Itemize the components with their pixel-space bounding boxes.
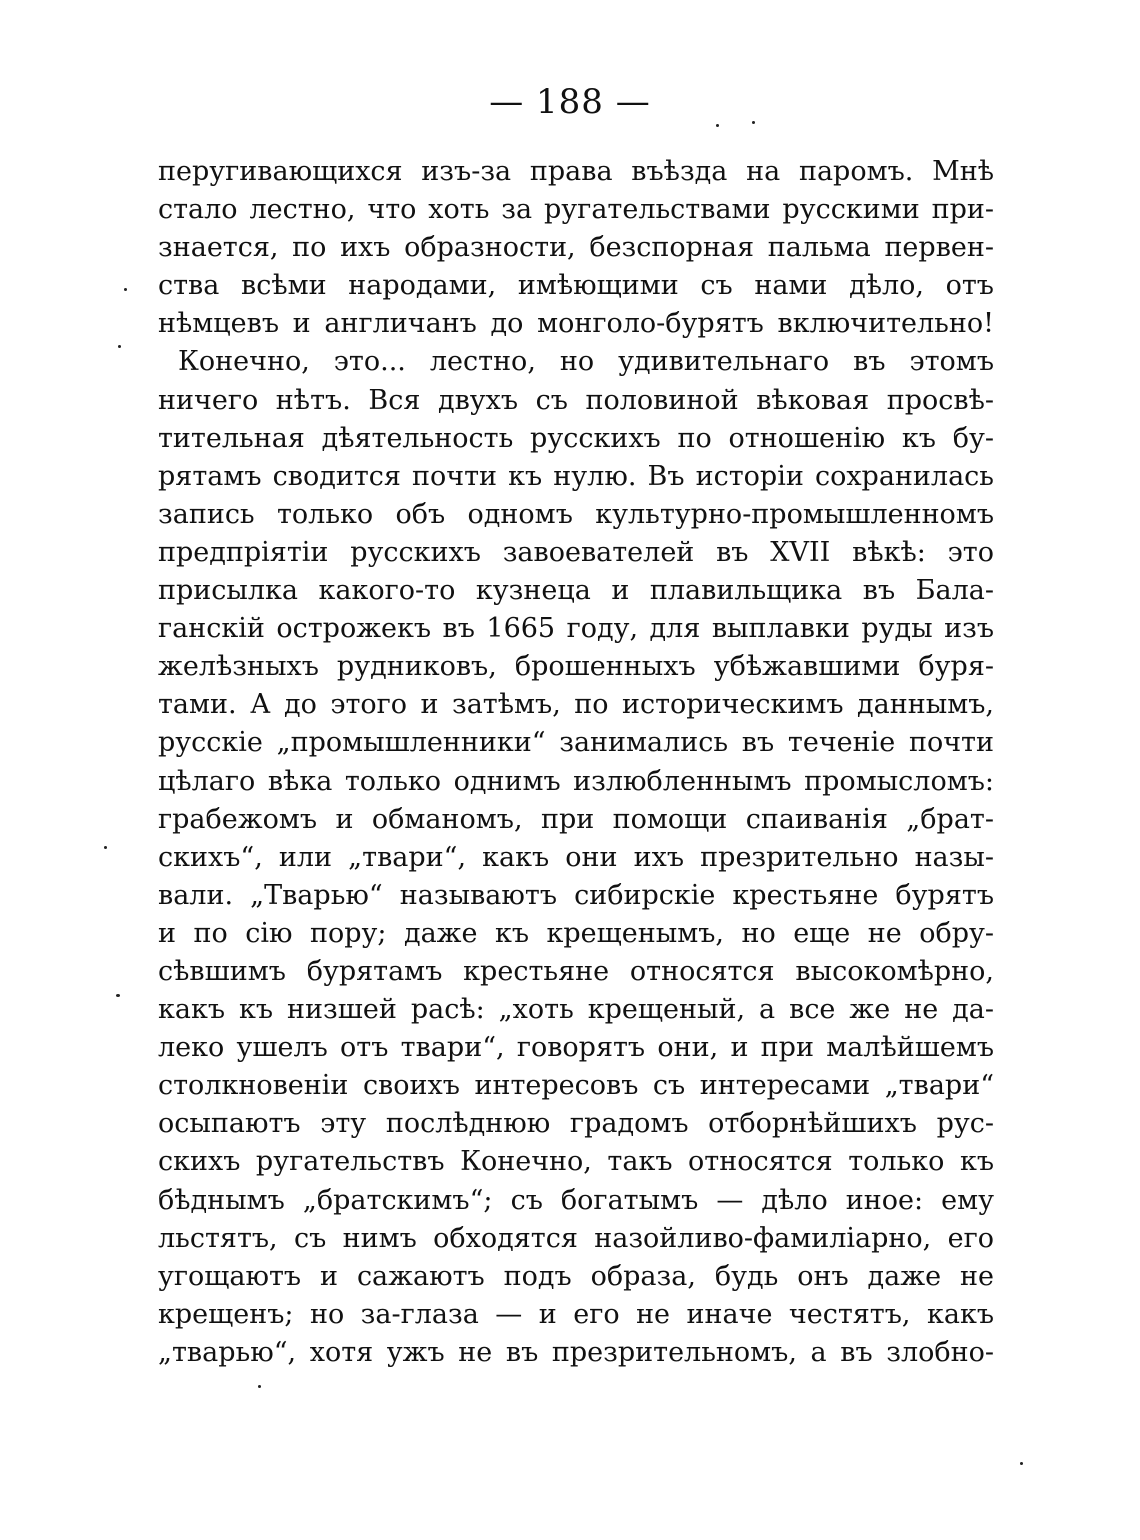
text-line: угощаютъ и сажаютъ подъ образа, будь онъ даже не — [158, 1260, 994, 1292]
text-line: грабежомъ и обманомъ, при помощи спаиванія „брат- — [158, 803, 994, 835]
text-line: тительная дѣятельность русскихъ по отношенію къ бу- — [158, 422, 994, 454]
scan-speck — [752, 121, 755, 124]
text-line: какъ къ низшей расѣ: „хоть крещеный, а все же не да- — [158, 994, 994, 1026]
text-line: крещенъ; но за-глаза — и его не иначе честятъ, какъ — [158, 1298, 994, 1330]
text-line: предпріятіи русскихъ завоевателей въ XVII вѣкѣ: это — [158, 536, 994, 568]
text-line: русскіе „промышленники“ занимались въ теченіе почти — [158, 727, 994, 759]
text-line — [158, 153, 994, 191]
text-line: сѣвшимъ бурятамъ крестьяне относятся высокомѣрно, — [158, 955, 994, 987]
text-line: ничего нѣтъ. Вся двухъ съ половиной вѣковая просвѣ- — [158, 384, 994, 416]
text-line: запись только объ одномъ культурно-промышленномъ — [158, 498, 994, 530]
scan-speck — [118, 345, 121, 348]
scan-speck — [1020, 1462, 1023, 1465]
text-line: тами. А до этого и затѣмъ, по историческимъ даннымъ, — [158, 689, 994, 721]
text-line: скихъ“, или „твари“, какъ они ихъ презрительно назы- — [158, 841, 994, 873]
text-line: ганскій острожекъ въ 1665 году, для выплавки руды изъ — [158, 613, 994, 645]
text-line: цѣлаго вѣка только однимъ излюбленнымъ промысломъ: — [158, 765, 994, 797]
text-line: леко ушелъ отъ твари“, говорятъ они, и при малѣйшемъ — [158, 1032, 994, 1064]
scan-speck — [104, 846, 107, 849]
page-number: — 188 — — [489, 82, 651, 122]
scan-speck — [716, 124, 719, 127]
text-line: знается, по ихъ образности, безспорная пальма первен- — [158, 232, 994, 264]
text-line: желѣзныхъ рудниковъ, брошенныхъ убѣжавшими буря- — [158, 651, 994, 683]
body-text — [158, 153, 994, 1372]
text-line: нѣмцевъ и англичанъ до монголо-бурятъ включительно! — [158, 308, 994, 340]
text-line: скихъ ругательствъ Конечно, такъ относятся только къ — [158, 1146, 994, 1178]
text-line: льстятъ, съ нимъ обходятся назойливо-фамиліарно, его — [158, 1222, 994, 1254]
text-line: ства всѣми народами, имѣющими съ нами дѣло, отъ — [158, 270, 994, 302]
text-line: стало лестно, что хоть за ругательствами русскими при- — [158, 194, 994, 226]
text-line: присылка какого-то кузнеца и плавильщика въ Бала- — [158, 575, 994, 607]
text-line: рятамъ сводится почти къ нулю. Въ исторіи сохранилась — [158, 460, 994, 492]
text-line: осыпаютъ эту послѣднюю градомъ отборнѣйшихъ рус- — [158, 1108, 994, 1140]
scan-speck — [124, 288, 127, 291]
text-line: и по сію пору; даже къ крещенымъ, но еще не обру- — [158, 917, 994, 949]
paragraph-start-line: Конечно, это... лестно, но удивительнаго въ этомъ — [178, 346, 994, 378]
scan-speck — [258, 1385, 261, 1388]
text-line: вали. „Тварью“ называютъ сибирскіе крестьяне бурятъ — [158, 879, 994, 911]
text-line: бѣднымъ „братскимъ“; съ богатымъ — дѣло иное: ему — [158, 1184, 994, 1216]
text-line: „тварью“, хотя ужъ не въ презрительномъ, а въ злобно- — [158, 1336, 994, 1368]
text-line-content: ругивающихся изъ-за права въѣзда на паромъ. Мнѣ — [191, 156, 994, 187]
text-line-prefix: пе — [158, 156, 192, 187]
scan-speck — [116, 994, 120, 997]
text-line: столкновеніи своихъ интересовъ съ интересами „твари“ — [158, 1070, 994, 1102]
